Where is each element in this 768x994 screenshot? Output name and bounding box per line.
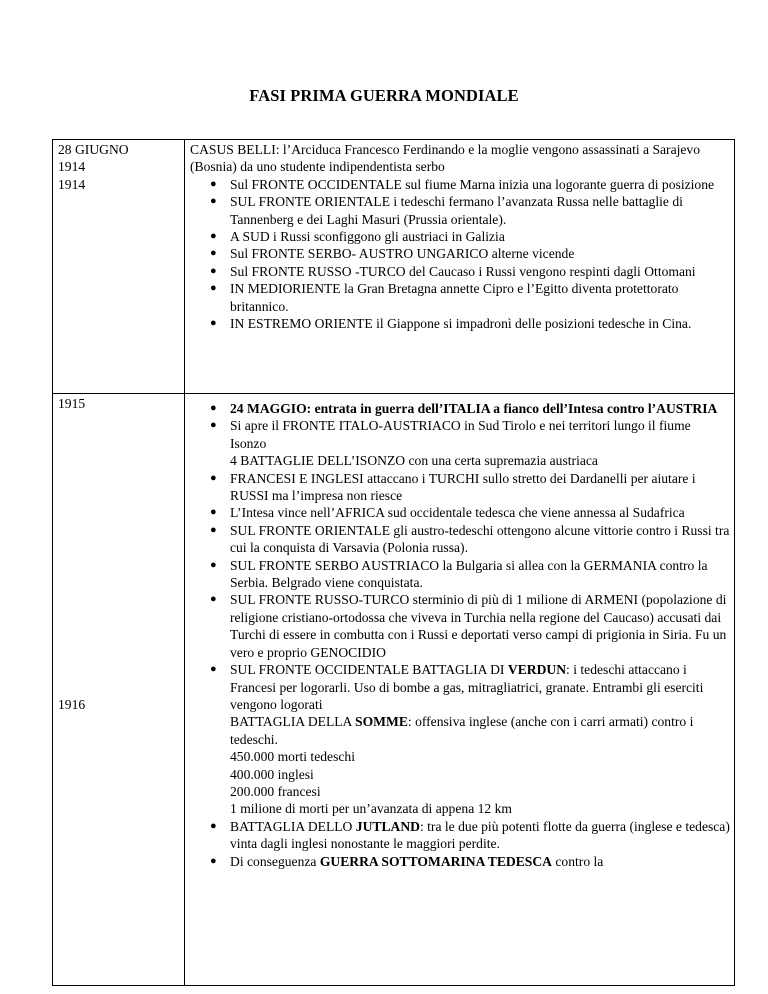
list-item: ● Sul FRONTE SERBO- AUSTRO UNGARICO alterne vicende [210,246,575,262]
list-item: ● IN ESTREMO ORIENTE il Giappone si impadronì delle posizioni tedesche in Cina. [210,316,692,332]
date-line: 28 GIUGNO [58,142,129,157]
list-item: ● Di conseguenza GUERRA SOTTOMARINA TEDESCA contro la [210,853,604,869]
bullet-icon: ● [210,230,217,243]
bullet-icon: ● [210,282,217,295]
date-line: 1914 [58,176,86,192]
list-item: ● SUL FRONTE RUSSO-TURCO sterminio di più di 1 milione di ARMENI (popolazione di religione cristiano-ortodossa che viveva in Turchia nella regione del Caucaso) accusati dai Turchi di essere in combutta con i Russi e deportati verso campi di prigionia in Siria. Fu un vero e proprio GENOCIDIO [210,592,727,660]
bullet-icon: ● [210,419,217,432]
list-item: ● IN MEDIORIENTE la Gran Bretagna annette Cipro e l’Egitto diventa protettorato britannico. [210,281,679,314]
bullet-icon: ● [210,663,217,676]
bullet-icon: ● [210,177,217,190]
table-row-1915-1916 [53,394,735,986]
list-item: ● A SUD i Russi sconfiggono gli austriaci in Galizia [210,229,505,245]
list-item: ● Sul FRONTE RUSSO -TURCO del Caucaso i Russi vengono respinti dagli Ottomani [210,263,696,279]
bullet-icon: ● [210,593,217,606]
date-cell-1914 [53,140,185,394]
table-row-1914 [53,140,735,394]
content-cell-1915-1916 [185,394,735,986]
list-item: ● L’Intesa vince nell’AFRICA sud occidentale tedesca che viene annessa al Sudafrica [210,505,685,521]
list-item: ● Si apre il FRONTE ITALO-AUSTRIACO in Sud Tirolo e nei territori lungo il fiume Isonzo 4 BATTAGLIE DELL’ISONZO con una certa supremazia austriaca [210,418,691,469]
phases-table [52,139,735,986]
list-item: ● FRANCESI E INGLESI attaccano i TURCHI sullo stretto dei Dardanelli per aiutare i RUSSI ma l’impresa non riesce [210,470,696,504]
bullet-icon: ● [210,506,217,519]
page-title: FASI PRIMA GUERRA MONDIALE [249,86,519,105]
bullet-icon: ● [210,558,217,571]
date-line: 1914 [58,159,86,175]
list-item: ● Sul FRONTE OCCIDENTALE sul fiume Marna inizia una logorante guerra di posizione [210,176,715,192]
date-line: 1915 [58,396,86,411]
bullet-icon: ● [210,317,217,330]
list-item: ● SUL FRONTE SERBO AUSTRIACO la Bulgaria si allea con la GERMANIA contro la Serbia. Belgrado viene conquistata. [210,557,708,591]
bullet-icon: ● [210,471,217,484]
bullet-icon: ● [210,247,217,260]
bullet-icon: ● [210,195,217,208]
list-item: ● 24 MAGGIO: entrata in guerra dell’ITALIA a fianco dell’Intesa contro l’AUSTRIA [210,401,718,416]
bullet-icon: ● [210,523,217,536]
list-item: ● SUL FRONTE OCCIDENTALE BATTAGLIA DI VERDUN: i tedeschi attaccano i Francesi per logorarli. Uso di bombe a gas, mitragliatrici, granate. Entrambi gli eserciti vengono logorati BATTAGLIA DELLA SOMME: offensiva inglese (anche con i carri armati) contro i tedeschi. 450.000 morti tedeschi 400.000 inglesi 200.000 francesi 1 milione di morti per un’avanzata di appena 12 km [210,662,704,817]
bullet-icon: ● [210,819,217,832]
bullet-icon: ● [210,854,217,867]
bullet-icon: ● [210,402,217,414]
list-item: ● BATTAGLIA DELLO JUTLAND: tra le due più potenti flotte da guerra (inglese e tedesca) vinta dagli inglesi nonostante le maggiori perdite. [210,818,730,852]
content-cell-1914 [185,140,735,394]
bullet-list-1916 [190,661,730,870]
bullet-list-1915 [190,400,730,661]
list-item: ● SUL FRONTE ORIENTALE gli austro-tedeschi ottengono alcune vittorie contro i Russi tra cui la conquista di Varsavia (Polonia russa). [210,522,730,556]
bullet-list-1914 [190,176,730,333]
date-line-1916: 1916 [58,697,86,712]
list-item: ● SUL FRONTE ORIENTALE i tedeschi fermano l’avanzata Russa nelle battaglie di Tannenberg e dei Laghi Masuri (Prussia orientale). [210,194,683,227]
bullet-icon: ● [210,264,217,277]
date-cell-1915 [53,394,185,986]
casus-belli-text: CASUS BELLI: l’Arciduca Francesco Ferdinando e la moglie vengono assassinati a Sarajevo (Bosnia) da uno studente indipendentista serbo [190,142,701,175]
